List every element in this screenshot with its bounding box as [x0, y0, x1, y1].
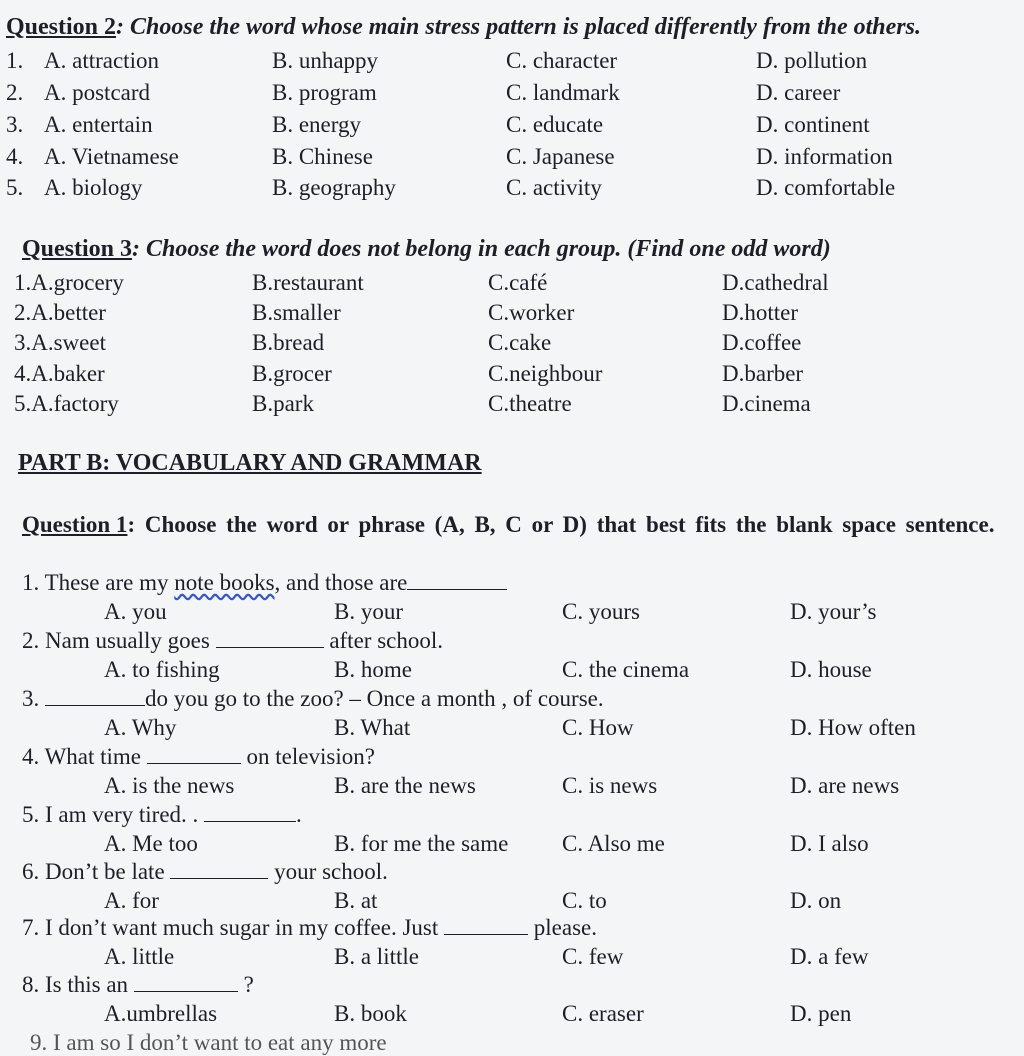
option-c: C. landmark: [506, 80, 620, 105]
option-b: B. at: [334, 888, 378, 913]
stem-text: your school.: [268, 859, 388, 884]
option-d: D. on: [790, 888, 842, 913]
option-c: C. activity: [506, 175, 602, 200]
option-d: D. are news: [790, 773, 900, 798]
answer-blank: [170, 860, 268, 879]
question-row: [0, 330, 1024, 360]
cut-off-item: 9. I am so I don’t want to eat any more: [30, 1030, 387, 1055]
stem-text: ?: [237, 972, 254, 997]
option-d: D.cinema: [722, 391, 811, 416]
option-c: C. the cinema: [562, 657, 690, 682]
question-row: [0, 48, 1024, 78]
answer-blank: [407, 571, 507, 590]
option-a: 2.A.better: [14, 300, 106, 325]
option-a: A. postcard: [44, 80, 151, 105]
option-d: D. your’s: [790, 599, 877, 624]
item-stem: [22, 915, 597, 941]
question-row: [0, 391, 1024, 421]
option-d: D. continent: [756, 112, 870, 137]
item-stem: [22, 628, 443, 654]
item-stem: [22, 859, 388, 885]
option-b: B. are the news: [334, 773, 476, 798]
option-c: C.cake: [488, 330, 552, 355]
question-row: [0, 270, 1024, 300]
option-d: D.hotter: [722, 300, 799, 325]
item-stem: [22, 744, 375, 770]
answer-blank: [216, 629, 324, 648]
option-d: D. How often: [790, 715, 916, 740]
item-stem: [22, 802, 302, 828]
stem-text: , and those are: [274, 570, 408, 595]
question-row: [0, 112, 1024, 142]
stem-text: 3.: [22, 686, 45, 711]
answer-blank: [147, 745, 241, 764]
option-c: C. eraser: [562, 1001, 644, 1026]
question-instruction: : Choose the word whose main stress pattern is placed differently from the others.: [116, 14, 921, 40]
option-b: B.smaller: [252, 300, 341, 325]
question-row: [0, 300, 1024, 330]
option-d: D. pen: [790, 1001, 852, 1026]
option-c: C. yours: [562, 599, 640, 624]
option-d: D. a few: [790, 944, 869, 969]
option-a: A. for: [104, 888, 159, 913]
option-b: B.grocer: [252, 361, 332, 386]
answer-blank: [204, 803, 296, 822]
item-number: 1.: [6, 48, 24, 73]
option-d: D. career: [756, 80, 841, 105]
item-number: 2.: [6, 80, 24, 105]
question-row: [0, 80, 1024, 110]
stem-text: do you go to the zoo? – Once a month , of course.: [145, 686, 604, 711]
answer-blank: [134, 973, 238, 992]
question-label: Question 3: [22, 236, 133, 262]
option-c: C.worker: [488, 300, 575, 325]
stem-text: please.: [528, 915, 597, 940]
answer-blank: [45, 687, 145, 706]
answer-blank: [444, 916, 528, 935]
item-number: 3.: [6, 112, 24, 137]
question-row: [0, 144, 1024, 174]
option-c: C. Also me: [562, 831, 665, 856]
stem-text: 4. What time: [22, 744, 147, 769]
option-a: 1.A.grocery: [14, 270, 124, 295]
option-c: C.café: [488, 270, 548, 295]
option-d: D. information: [756, 144, 893, 169]
option-b: B. What: [334, 715, 411, 740]
option-c: C.neighbour: [488, 361, 603, 386]
item-stem: [22, 686, 604, 712]
option-b: B. for me the same: [334, 831, 509, 856]
option-c: C. character: [506, 48, 618, 73]
option-b: B. geography: [272, 175, 396, 200]
option-b: B. Chinese: [272, 144, 373, 169]
stem-text: .: [296, 802, 302, 827]
option-a: A. Why: [104, 715, 177, 740]
option-b: B. your: [334, 599, 403, 624]
option-a: 3.A.sweet: [14, 330, 106, 355]
option-c: C. few: [562, 944, 624, 969]
option-a: A. Vietnamese: [44, 144, 179, 169]
option-b: B. energy: [272, 112, 362, 137]
question-label: Question 2: [6, 14, 117, 40]
option-b: B.bread: [252, 330, 325, 355]
stem-text: 8. Is this an: [22, 972, 134, 997]
item-number: 5.: [6, 175, 24, 200]
option-d: D. house: [790, 657, 872, 682]
option-a: A. to fishing: [104, 657, 220, 682]
option-a: A.umbrellas: [104, 1001, 218, 1026]
option-c: C. How: [562, 715, 634, 740]
stem-text: after school.: [323, 628, 443, 653]
option-a: A. little: [104, 944, 175, 969]
stem-text: 1. These are my: [22, 570, 175, 595]
option-c: C. is news: [562, 773, 658, 798]
option-b: B. book: [334, 1001, 407, 1026]
option-b: B. program: [272, 80, 377, 105]
question-2-heading: [6, 14, 921, 41]
item-stem: [22, 972, 254, 998]
stem-text: 2. Nam usually goes: [22, 628, 216, 653]
item-number: 4.: [6, 144, 24, 169]
option-d: D.coffee: [722, 330, 802, 355]
option-b: B. unhappy: [272, 48, 379, 73]
question-3-heading: [22, 236, 831, 263]
option-b: B. home: [334, 657, 412, 682]
question-instruction: : Choose the word does not belong in each group. (Find one odd word): [132, 236, 831, 262]
option-a: A. is the news: [104, 773, 235, 798]
option-a: A. Me too: [104, 831, 198, 856]
question-instruction: : Choose the word or phrase (A, B, C or D) that best fits the blank space sentence.: [127, 512, 995, 537]
question-label: Question 1: [22, 512, 128, 537]
stem-text: 5. I am very tired. .: [22, 802, 205, 827]
option-d: D.barber: [722, 361, 804, 386]
option-a: A. entertain: [44, 112, 153, 137]
stem-text: on television?: [240, 744, 375, 769]
option-a: A. biology: [44, 175, 143, 200]
item-stem: [22, 570, 507, 596]
option-c: C.theatre: [488, 391, 572, 416]
option-b: B.park: [252, 391, 314, 416]
stem-text: 6. Don’t be late: [22, 859, 171, 884]
part-b-heading: PART B: VOCABULARY AND GRAMMAR: [18, 450, 482, 476]
option-b: B. a little: [334, 944, 419, 969]
option-a: 4.A.baker: [14, 361, 105, 386]
question-row: [0, 175, 1024, 205]
option-c: C. to: [562, 888, 607, 913]
option-a: A. you: [104, 599, 167, 624]
option-d: D. I also: [790, 831, 869, 856]
option-b: B.restaurant: [252, 270, 364, 295]
question-row: [0, 361, 1024, 391]
option-a: 5.A.factory: [14, 391, 119, 416]
spellcheck-underlined-text: note books: [174, 570, 275, 595]
option-d: D. pollution: [756, 48, 868, 73]
option-d: D. comfortable: [756, 175, 896, 200]
option-c: C. Japanese: [506, 144, 615, 169]
option-d: D.cathedral: [722, 270, 829, 295]
stem-text: 7. I don’t want much sugar in my coffee. Just: [22, 915, 445, 940]
option-a: A. attraction: [44, 48, 159, 73]
option-c: C. educate: [506, 112, 604, 137]
question-1-heading: [22, 510, 1022, 539]
